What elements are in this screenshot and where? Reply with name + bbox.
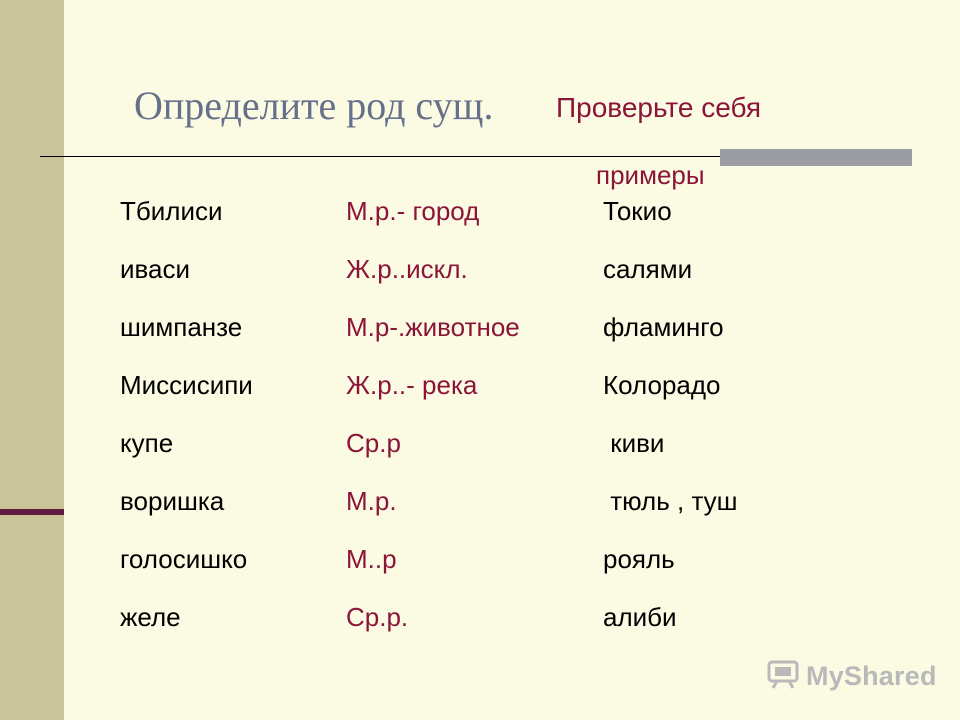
noun-cell: желе [120, 602, 181, 632]
example-cell: Колорадо [603, 370, 721, 400]
gender-cell: М.р. [346, 486, 397, 516]
watermark-text: MyShared [806, 660, 937, 691]
gender-cell: Ср.р. [346, 602, 409, 632]
projector-icon [766, 657, 800, 696]
left-decor-accent [0, 509, 64, 515]
examples-heading: примеры [596, 160, 705, 190]
noun-cell: шимпанзе [120, 312, 243, 342]
divider-accent [720, 149, 912, 166]
example-cell: тюль , туш [603, 486, 738, 516]
example-cell: алиби [603, 602, 677, 632]
gender-cell: Ж.р..- река [346, 370, 478, 400]
noun-cell: иваси [120, 254, 191, 284]
noun-cell: Миссисипи [120, 370, 253, 400]
example-cell: фламинго [603, 312, 724, 342]
left-decor-bar [0, 0, 64, 720]
noun-cell: воришка [120, 486, 225, 516]
check-yourself-heading: Проверьте себя [556, 92, 762, 123]
gender-cell: М.р-.животное [346, 312, 520, 342]
noun-cell: голосишко [120, 544, 248, 574]
example-cell: Токио [603, 196, 672, 226]
example-cell: салями [603, 254, 693, 284]
gender-cell: М.р.- город [346, 196, 480, 226]
gender-cell: Ср.р [346, 428, 401, 458]
noun-cell: Тбилиси [120, 196, 223, 226]
noun-cell: купе [120, 428, 174, 458]
watermark-logo[interactable] [766, 656, 937, 696]
example-cell: рояль [603, 544, 675, 574]
gender-cell: М..р [346, 544, 397, 574]
gender-cell: Ж.р..искл. [346, 254, 468, 284]
example-cell: киви [603, 428, 665, 458]
slide-title: Определите род сущ. [134, 83, 494, 128]
